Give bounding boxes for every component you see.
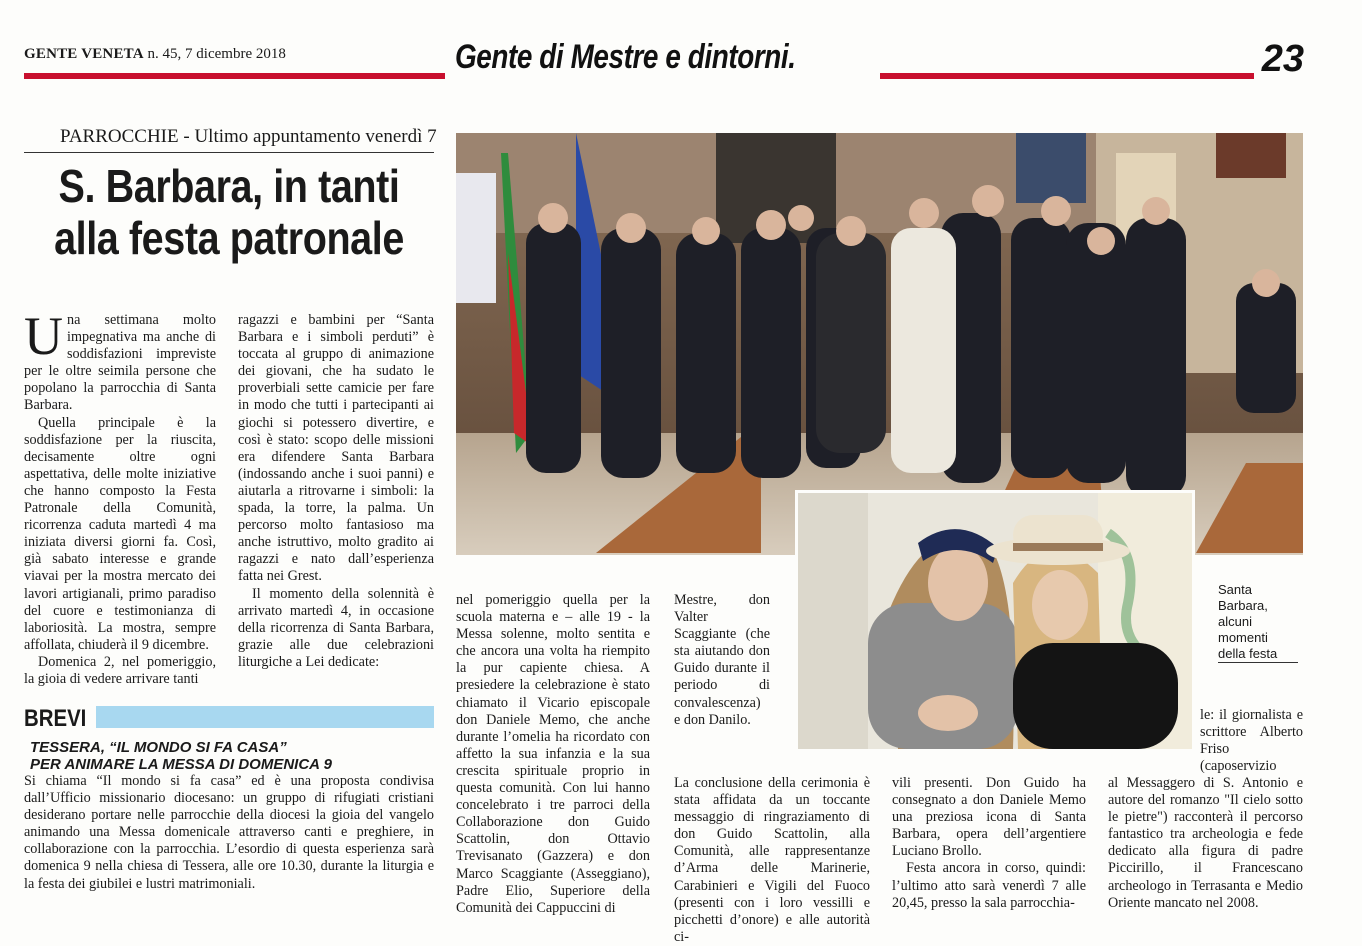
- col1-paragraph-3: Domenica 2, nel pomeriggio, la gioia di vedere arrivare tanti: [24, 653, 216, 687]
- issue-info: n. 45, 7 dicembre 2018: [147, 46, 286, 62]
- photo-caption: Santa Barbara, alcuni momenti della festa: [1218, 582, 1278, 661]
- article-headline: [53, 160, 406, 264]
- article-column-4-continued: [674, 775, 870, 946]
- section-title: Gente di Mestre e dintorni.: [455, 38, 796, 76]
- drop-cap: U: [24, 306, 63, 366]
- col3-paragraph-1: nel pomeriggio quella per la scuola materna e – alle 19 - la Messa solenne, molto sentita e che ancora una volta ha riempito la pur capiente chiesa. A presiedere la celebrazione è stato chiamato il Vicario episcopale don Daniele Memo, che anche durante l’omelia ha ricordato con affetto la sua infanzia e la sua crescita spirituale proprio in questa comunità. Con lui hanno concelebrato i tre parroci della Collaborazione don Guido Scattolin, don Ottavio Trevisanato (Gazzera) e don Marco Scaggiante (Asseggiano), Padre Elio, Superiore della Comunità dei Cappuccini di: [456, 592, 650, 916]
- brevi-body: Si chiama “Il mondo si fa casa” ed è una proposta condivisa dall’Ufficio missionario diocesano: un gruppo di rifugiati cristiani desiderano portare nelle parrocchie della diocesi la gioia del vangelo animando una Messa domenicale attraverso canti e preghiere, in collaborazione con la parrocchia. L’esordio di questa esperienza sarà domenica 9 nella chiesa di Tessera, alle ore 10.30, durante la liturgia e la festa dei giubilei e lustri matrimoniali.: [24, 773, 434, 892]
- col2-paragraph-2: Il momento della solennità è arrivato martedì 4, in occasione della ricorrenza di Santa Barbara, grazie alle due celebrazioni liturgiche a Lei dedicate:: [238, 585, 434, 670]
- col4-paragraph-1: Mestre, don Valter Scaggiante (che sta aiutando don Guido durante il periodo di convalescenza) e don Danilo.: [674, 592, 770, 728]
- brevi-headline: [30, 739, 332, 773]
- caption-rule: [1218, 662, 1298, 663]
- brevi-label: BREVI: [24, 705, 87, 732]
- kicker-section: PARROCCHIE: [60, 126, 179, 147]
- article-column-5: [892, 775, 1086, 912]
- masthead-rule-left: [24, 73, 445, 79]
- col5-paragraph-1: vili presenti. Don Guido ha consegnato a don Daniele Memo una preziosa icona di Santa Barbara, opera dell’argentiere Luciano Brollo.: [892, 775, 1086, 860]
- brevi-headline-line-1: TESSERA, “IL MONDO SI FA CASA”: [30, 739, 287, 756]
- article-kicker: [60, 126, 437, 148]
- col5-paragraph-2: Festa ancora in corso, quindi: l’ultimo atto sarà venerdì 7 alle 20,45, presso la sala parrocchia-: [892, 860, 1086, 911]
- article-column-6: [1108, 775, 1303, 912]
- brevi-headline-line-2: PER ANIMARE LA MESSA DI DOMENICA 9: [30, 756, 332, 773]
- page-number: 23: [1261, 38, 1304, 80]
- kicker-rule: [24, 152, 434, 153]
- col6-top-text: le: il giornalista e scrittore Alberto Friso (caposervizio: [1200, 707, 1303, 775]
- headline-line-2: alla festa patronale: [54, 212, 404, 264]
- col2-paragraph-1: ragazzi e bambini per “Santa Barbara e i simboli perduti” è toccata al gruppo di animazione dei giovani, che ha sudato le proverbiali sette camicie per fare in modo che tutti i partecipanti ai giochi si potessero divertire, e così è stato: scopo delle missioni era difendere Santa Barbara (indossando anche i suoi panni) e aiutarla a ritrovarne i simboli: la spada, la torre, la palma. Un percorso molto fantasioso ma anche istruttivo, molto gradito ai ragazzi e nato dall’esperienza fatta nei Grest.: [238, 312, 434, 585]
- masthead-rule-right: [880, 73, 1254, 79]
- kicker-text: - Ultimo appuntamento venerdì 7: [178, 126, 437, 147]
- brevi-bar: [96, 706, 434, 728]
- col1-paragraph-2: Quella principale è la soddisfazione per la riuscita, decisamente oltre ogni aspettativa, delle molte iniziative che hanno composto la Festa Patronale della Comunità, ricorrenza caduta martedì 4 ma iniziata diversi giorni fa. Così, già sabato interesse e grande viavai per la mostra mercato dei lavori artigianali, primo paradiso del cuore e testimonianza di laboriosità. La mostra, sempre affollata, chiuderà il 9 dicembre.: [24, 414, 216, 653]
- col4-paragraph-2: La conclusione della cerimonia è stata affidata da un toccante messaggio di ringraziamento di don Guido Scattolin, alla Comunità, alle rappresentanze d’Arma delle Marinerie, Carabinieri e Vigili del Fuoco (presenti con i loro vessilli e picchetti d’onore) e alle autorità ci-: [674, 775, 870, 945]
- headline-line-1: S. Barbara, in tanti: [58, 160, 400, 212]
- col1-paragraph-1: na settimana molto impegnativa ma anche di soddisfazioni impreviste per le oltre seimila persone che popolano la parrocchia di Santa Barbara.: [24, 312, 216, 414]
- article-column-6-top: [1200, 707, 1303, 775]
- article-column-2: [238, 312, 434, 671]
- publication-name: GENTE VENETA: [24, 46, 144, 62]
- article-column-1: [24, 306, 216, 688]
- article-column-3: [456, 592, 650, 917]
- col6-paragraph-1: al Messaggero di S. Antonio e autore del romanzo "Il cielo sotto le pietre") racconterà il percorso fantastico tra archeologia e fede dedicato alla figura di padre Piccirillo, il Francescano archeologo in Terrasanta e Medio Oriente mancato nel 2008.: [1108, 775, 1303, 911]
- article-column-4: [674, 592, 870, 729]
- masthead-publication: [24, 46, 286, 63]
